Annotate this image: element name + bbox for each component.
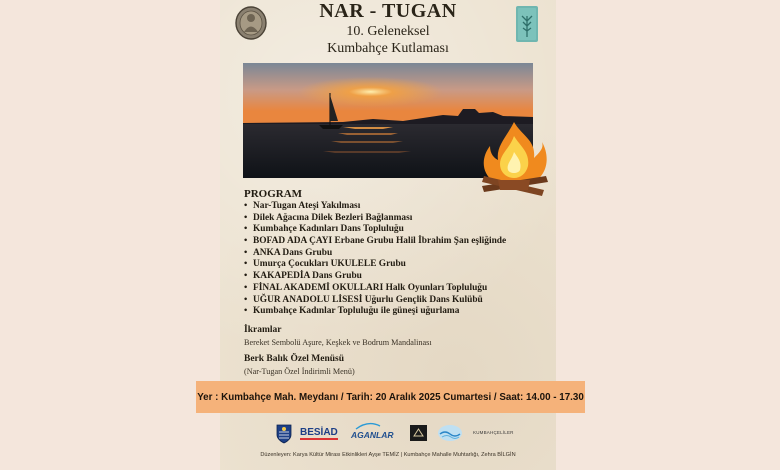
black-square-logo-icon — [410, 425, 427, 441]
aganlar-logo: AGANLAR — [351, 430, 394, 440]
program-heading: PROGRAM — [244, 188, 303, 200]
poster-subtitle-edition: 10. Geleneksel — [346, 24, 430, 39]
list-item: • Nar-Tugan Ateşi Yakılması — [244, 201, 506, 213]
event-info-banner — [196, 381, 585, 413]
list-item: • Kumbahçe Kadınlar Topluluğu ile güneşi uğurlama — [244, 306, 506, 318]
organizers-footer: Düzenleyen: Karya Kültür Mirası Etkinlikleri Ayşe TEMİZ | Kumbahçe Mahalle Muhtarlığı, Zehra BİLGİN — [260, 452, 516, 458]
list-item: • Kumbahçe Kadınları Dans Topluluğu — [244, 224, 506, 236]
ikramlar-heading: İkramlar — [244, 325, 282, 335]
aganlar-swoosh-icon — [355, 422, 381, 430]
bonfire-icon — [478, 120, 550, 198]
list-item: • KAKAPEDİA Dans Grubu — [244, 271, 506, 283]
poster-subtitle-event: Kumbahçe Kutlaması — [327, 41, 449, 56]
menu-heading: Berk Balık Özel Menüsü — [244, 354, 345, 364]
menu-text: (Nar-Tugan Özel İndirimli Menü) — [244, 367, 355, 376]
event-location-date-time: Yer : Kumbahçe Mah. Meydanı / Tarih: 20 Aralık 2025 Cumartesi / Saat: 14.00 - 17.30 — [197, 391, 584, 403]
sponsor-logos — [220, 422, 556, 446]
list-item: • Dilek Ağacına Dilek Bezleri Bağlanması — [244, 213, 506, 225]
list-item: • ANKA Dans Grubu — [244, 248, 506, 260]
municipality-crest-icon — [276, 424, 292, 444]
ikramlar-text: Bereket Sembolü Aşure, Keşkek ve Bodrum Mandalinası — [244, 338, 432, 347]
list-item: • BOFAD ADA ÇAYI Erbane Grubu Halil İbrahim Şan eşliğinde — [244, 236, 506, 248]
tree-tile-icon — [516, 6, 538, 42]
program-list — [244, 201, 506, 318]
list-item: • UĞUR ANADOLU LİSESİ Uğurlu Gençlik Dans Kulübü — [244, 295, 506, 307]
besiad-logo: BESİAD — [300, 427, 338, 438]
list-item: • Umurça Çocukları UKULELE Grubu — [244, 259, 506, 271]
kumbahceliler-logo: KUMBAHÇELİLER — [473, 430, 514, 435]
blue-wave-logo-icon — [437, 424, 463, 442]
poster-title: NAR - TUGAN — [319, 0, 457, 22]
list-item: • FİNAL AKADEMİ OKULLARI Halk Oyunları Topluluğu — [244, 283, 506, 295]
